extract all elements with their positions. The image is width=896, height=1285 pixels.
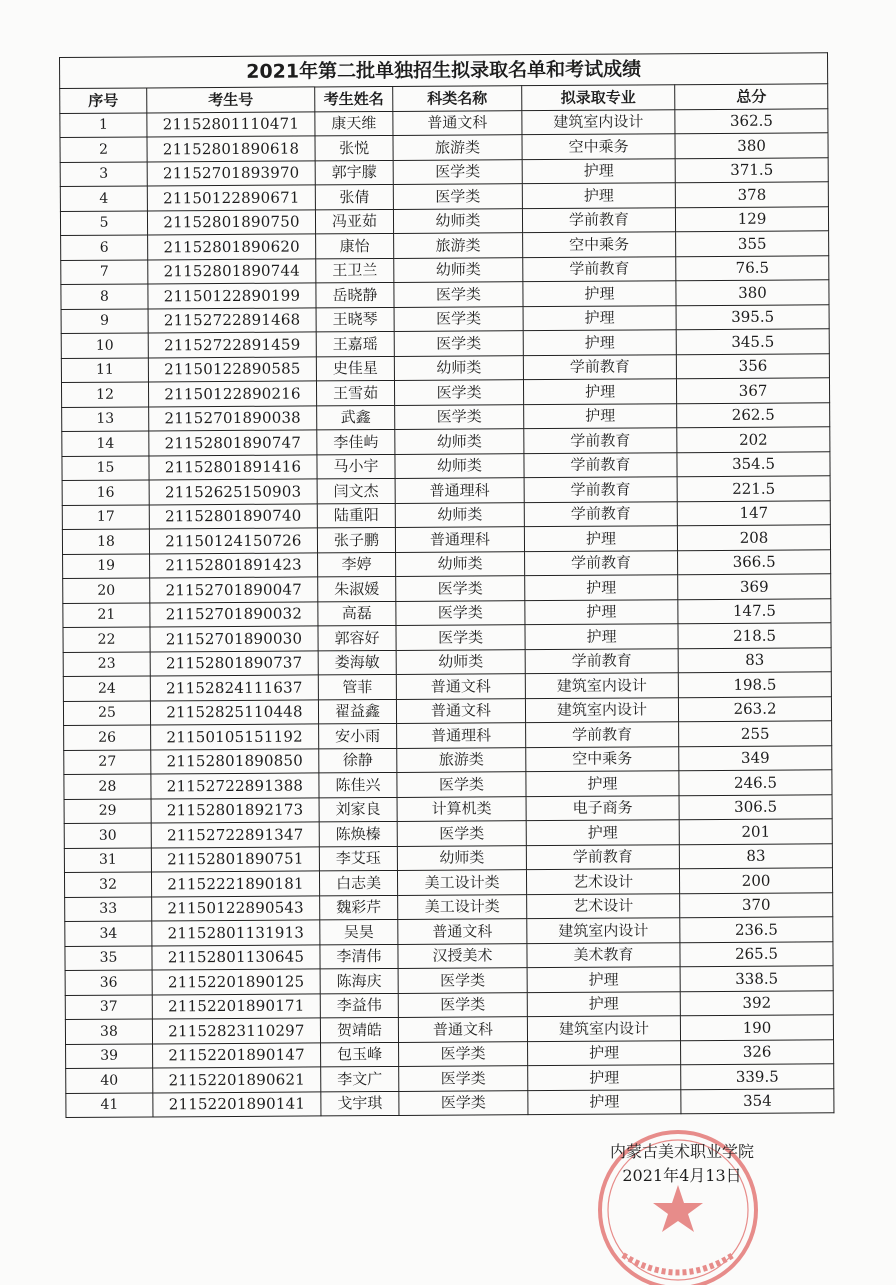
cell-total-score: 83 bbox=[679, 843, 832, 868]
cell-name: 王晓琴 bbox=[316, 307, 394, 332]
cell-total-score: 198.5 bbox=[678, 672, 831, 697]
cell-major: 学前教育 bbox=[523, 354, 676, 379]
cell-name: 陈海庆 bbox=[320, 968, 398, 993]
cell-name: 郭容好 bbox=[318, 625, 396, 650]
cell-total-score: 208 bbox=[677, 525, 830, 550]
document-footer bbox=[572, 1140, 792, 1188]
cell-total-score: 246.5 bbox=[679, 770, 832, 795]
cell-serial: 24 bbox=[63, 676, 150, 701]
cell-candidate-id: 21152801890751 bbox=[151, 846, 319, 872]
cell-total-score: 236.5 bbox=[680, 917, 833, 942]
cell-name: 李婷 bbox=[318, 552, 396, 577]
cell-major: 护理 bbox=[528, 1065, 681, 1090]
cell-total-score: 362.5 bbox=[675, 108, 828, 133]
cell-serial: 25 bbox=[63, 700, 150, 725]
cell-category: 普通文科 bbox=[396, 674, 525, 699]
cell-candidate-id: 21152801892173 bbox=[151, 797, 319, 823]
header-category: 科类名称 bbox=[393, 86, 522, 111]
cell-candidate-id: 21152801890737 bbox=[150, 650, 318, 676]
footer-date: 2021年4月13日 bbox=[622, 1166, 742, 1185]
cell-name: 刘家良 bbox=[319, 797, 397, 822]
cell-serial: 1 bbox=[60, 112, 147, 137]
cell-category: 医学类 bbox=[393, 184, 522, 209]
cell-category: 医学类 bbox=[396, 600, 525, 625]
cell-total-score: 147.5 bbox=[678, 598, 831, 623]
cell-name: 康怡 bbox=[316, 233, 394, 258]
cell-serial: 15 bbox=[62, 455, 149, 480]
cell-total-score: 356 bbox=[676, 353, 829, 378]
cell-name: 张子鹏 bbox=[317, 527, 395, 552]
cell-total-score: 83 bbox=[678, 647, 831, 672]
cell-category: 旅游类 bbox=[397, 747, 526, 772]
cell-category: 普通理科 bbox=[395, 527, 524, 552]
header-serial: 序号 bbox=[60, 88, 147, 113]
title-row bbox=[60, 53, 828, 89]
cell-category: 美工设计类 bbox=[397, 870, 526, 895]
cell-category: 幼师类 bbox=[395, 453, 524, 478]
cell-major: 护理 bbox=[524, 526, 677, 551]
cell-name: 管菲 bbox=[318, 674, 396, 699]
cell-name: 闫文杰 bbox=[317, 478, 395, 503]
cell-category: 幼师类 bbox=[393, 208, 522, 233]
cell-serial: 35 bbox=[65, 945, 152, 970]
cell-major: 学前教育 bbox=[524, 501, 677, 526]
cell-serial: 39 bbox=[66, 1043, 153, 1068]
cell-major: 护理 bbox=[523, 281, 676, 306]
cell-candidate-id: 21152823110297 bbox=[152, 1018, 320, 1044]
cell-serial: 29 bbox=[64, 798, 151, 823]
cell-total-score: 366.5 bbox=[678, 549, 831, 574]
cell-total-score: 339.5 bbox=[681, 1064, 834, 1089]
cell-serial: 12 bbox=[61, 382, 148, 407]
cell-candidate-id: 21152801890620 bbox=[148, 234, 316, 260]
cell-name: 魏彩芹 bbox=[320, 895, 398, 920]
cell-category: 旅游类 bbox=[394, 233, 523, 258]
cell-name: 李益伟 bbox=[320, 993, 398, 1018]
cell-serial: 27 bbox=[64, 749, 151, 774]
cell-total-score: 129 bbox=[675, 206, 828, 231]
cell-category: 旅游类 bbox=[393, 135, 522, 160]
cell-serial: 21 bbox=[63, 602, 150, 627]
cell-major: 护理 bbox=[527, 967, 680, 992]
cell-candidate-id: 21152801890618 bbox=[147, 136, 315, 162]
cell-category: 医学类 bbox=[394, 306, 523, 331]
cell-major: 护理 bbox=[526, 820, 679, 845]
cell-category: 普通文科 bbox=[393, 110, 522, 135]
cell-category: 普通文科 bbox=[396, 698, 525, 723]
cell-total-score: 147 bbox=[677, 500, 830, 525]
cell-candidate-id: 21152221890181 bbox=[151, 871, 319, 897]
cell-total-score: 395.5 bbox=[676, 304, 829, 329]
cell-name: 朱淑媛 bbox=[318, 576, 396, 601]
cell-category: 美工设计类 bbox=[398, 894, 527, 919]
cell-candidate-id: 21152722891347 bbox=[151, 822, 319, 848]
cell-major: 护理 bbox=[523, 305, 676, 330]
cell-serial: 4 bbox=[60, 186, 147, 211]
table-body bbox=[60, 108, 834, 1117]
cell-major: 艺术设计 bbox=[526, 869, 679, 894]
cell-serial: 5 bbox=[60, 210, 147, 235]
cell-serial: 34 bbox=[65, 921, 152, 946]
cell-candidate-id: 21152801110471 bbox=[147, 111, 315, 137]
cell-category: 医学类 bbox=[394, 282, 523, 307]
cell-name: 岳晓静 bbox=[316, 282, 394, 307]
cell-major: 学前教育 bbox=[526, 844, 679, 869]
cell-major: 护理 bbox=[525, 575, 678, 600]
cell-serial: 22 bbox=[63, 627, 150, 652]
cell-category: 幼师类 bbox=[394, 257, 523, 282]
cell-serial: 33 bbox=[65, 896, 152, 921]
cell-total-score: 355 bbox=[676, 231, 829, 256]
cell-total-score: 380 bbox=[675, 133, 828, 158]
cell-major: 学前教育 bbox=[524, 477, 677, 502]
cell-name: 张倩 bbox=[315, 184, 393, 209]
cell-name: 白志美 bbox=[319, 870, 397, 895]
cell-total-score: 380 bbox=[676, 280, 829, 305]
cell-major: 学前教育 bbox=[525, 550, 678, 575]
cell-category: 医学类 bbox=[399, 1066, 528, 1091]
admission-list-sheet bbox=[59, 52, 833, 1118]
cell-name: 陈焕榛 bbox=[319, 821, 397, 846]
cell-total-score: 201 bbox=[679, 819, 832, 844]
cell-serial: 6 bbox=[61, 235, 148, 260]
cell-major: 护理 bbox=[525, 624, 678, 649]
cell-category: 普通文科 bbox=[398, 919, 527, 944]
cell-total-score: 378 bbox=[675, 182, 828, 207]
cell-category: 医学类 bbox=[397, 821, 526, 846]
cell-total-score: 306.5 bbox=[679, 794, 832, 819]
cell-candidate-id: 21152201890141 bbox=[153, 1091, 321, 1117]
cell-category: 医学类 bbox=[397, 772, 526, 797]
cell-candidate-id: 21152722891388 bbox=[151, 773, 319, 799]
cell-candidate-id: 21150122890543 bbox=[152, 895, 320, 921]
cell-category: 普通理科 bbox=[395, 478, 524, 503]
cell-candidate-id: 21152701890032 bbox=[150, 601, 318, 627]
cell-name: 张悦 bbox=[315, 135, 393, 160]
cell-serial: 30 bbox=[64, 823, 151, 848]
cell-name: 冯亚茹 bbox=[315, 209, 393, 234]
cell-total-score: 370 bbox=[680, 892, 833, 917]
cell-candidate-id: 21152824111637 bbox=[150, 675, 318, 701]
cell-candidate-id: 21152701893970 bbox=[147, 160, 315, 186]
cell-serial: 3 bbox=[60, 161, 147, 186]
cell-name: 王雪茹 bbox=[316, 380, 394, 405]
cell-major: 电子商务 bbox=[526, 795, 679, 820]
cell-major: 建筑室内设计 bbox=[522, 109, 675, 134]
cell-name: 吴昊 bbox=[320, 919, 398, 944]
cell-major: 学前教育 bbox=[524, 452, 677, 477]
cell-candidate-id: 21152801890747 bbox=[149, 430, 317, 456]
cell-category: 医学类 bbox=[398, 992, 527, 1017]
cell-candidate-id: 21150122890199 bbox=[148, 283, 316, 309]
cell-total-score: 265.5 bbox=[680, 941, 833, 966]
cell-serial: 7 bbox=[61, 259, 148, 284]
cell-major: 艺术设计 bbox=[527, 893, 680, 918]
cell-name: 王嘉瑶 bbox=[316, 331, 394, 356]
cell-major: 学前教育 bbox=[525, 648, 678, 673]
cell-major: 学前教育 bbox=[523, 256, 676, 281]
cell-total-score: 255 bbox=[679, 721, 832, 746]
admission-table bbox=[59, 52, 835, 1118]
cell-name: 陈佳兴 bbox=[319, 772, 397, 797]
cell-serial: 8 bbox=[61, 284, 148, 309]
cell-major: 护理 bbox=[522, 183, 675, 208]
cell-candidate-id: 21152722891459 bbox=[148, 332, 316, 358]
cell-candidate-id: 21152201890621 bbox=[153, 1067, 321, 1093]
header-total-score: 总分 bbox=[675, 84, 828, 109]
cell-category: 医学类 bbox=[399, 1090, 528, 1115]
cell-serial: 20 bbox=[63, 578, 150, 603]
cell-candidate-id: 21152801130645 bbox=[152, 944, 320, 970]
cell-major: 建筑室内设计 bbox=[525, 673, 678, 698]
cell-major: 护理 bbox=[523, 330, 676, 355]
cell-major: 建筑室内设计 bbox=[527, 1016, 680, 1041]
cell-category: 医学类 bbox=[398, 968, 527, 993]
cell-major: 护理 bbox=[526, 771, 679, 796]
cell-candidate-id: 21152801890750 bbox=[147, 209, 315, 235]
cell-name: 李艾珏 bbox=[319, 846, 397, 871]
cell-serial: 23 bbox=[63, 651, 150, 676]
cell-candidate-id: 21152801891416 bbox=[149, 454, 317, 480]
table-row bbox=[66, 1088, 834, 1117]
cell-serial: 18 bbox=[62, 529, 149, 554]
cell-total-score: 202 bbox=[677, 427, 830, 452]
cell-major: 学前教育 bbox=[526, 722, 679, 747]
cell-category: 医学类 bbox=[396, 625, 525, 650]
cell-total-score: 349 bbox=[679, 745, 832, 770]
cell-candidate-id: 21152825110448 bbox=[150, 699, 318, 725]
cell-serial: 37 bbox=[65, 994, 152, 1019]
cell-major: 建筑室内设计 bbox=[525, 697, 678, 722]
cell-category: 幼师类 bbox=[394, 355, 523, 380]
cell-serial: 9 bbox=[61, 308, 148, 333]
cell-total-score: 345.5 bbox=[676, 329, 829, 354]
cell-name: 高磊 bbox=[318, 601, 396, 626]
cell-total-score: 76.5 bbox=[676, 255, 829, 280]
cell-serial: 2 bbox=[60, 137, 147, 162]
cell-candidate-id: 21150122890585 bbox=[148, 356, 316, 382]
cell-total-score: 371.5 bbox=[675, 157, 828, 182]
cell-total-score: 367 bbox=[676, 378, 829, 403]
cell-major: 护理 bbox=[523, 379, 676, 404]
cell-category: 幼师类 bbox=[395, 429, 524, 454]
cell-serial: 41 bbox=[66, 1092, 153, 1117]
cell-name: 贺靖皓 bbox=[320, 1017, 398, 1042]
cell-total-score: 354 bbox=[681, 1088, 834, 1113]
cell-major: 美术教育 bbox=[527, 942, 680, 967]
cell-candidate-id: 21152801890850 bbox=[151, 748, 319, 774]
cell-name: 徐静 bbox=[319, 748, 397, 773]
cell-candidate-id: 21152801890744 bbox=[148, 258, 316, 284]
cell-major: 护理 bbox=[525, 599, 678, 624]
cell-serial: 40 bbox=[66, 1068, 153, 1093]
cell-serial: 19 bbox=[63, 553, 150, 578]
cell-category: 幼师类 bbox=[395, 502, 524, 527]
cell-serial: 38 bbox=[65, 1019, 152, 1044]
header-name: 考生姓名 bbox=[315, 86, 393, 111]
cell-total-score: 392 bbox=[680, 990, 833, 1015]
cell-major: 护理 bbox=[527, 991, 680, 1016]
cell-total-score: 326 bbox=[681, 1039, 834, 1064]
cell-category: 幼师类 bbox=[396, 551, 525, 576]
cell-category: 医学类 bbox=[395, 404, 524, 429]
cell-serial: 28 bbox=[64, 774, 151, 799]
cell-serial: 10 bbox=[61, 333, 148, 358]
cell-category: 汉授美术 bbox=[398, 943, 527, 968]
cell-serial: 14 bbox=[62, 431, 149, 456]
cell-candidate-id: 21152801131913 bbox=[152, 920, 320, 946]
cell-serial: 17 bbox=[62, 504, 149, 529]
cell-major: 护理 bbox=[524, 403, 677, 428]
cell-candidate-id: 21152801891423 bbox=[150, 552, 318, 578]
cell-major: 空中乘务 bbox=[526, 746, 679, 771]
cell-candidate-id: 21150122890216 bbox=[148, 381, 316, 407]
cell-total-score: 263.2 bbox=[678, 696, 831, 721]
cell-total-score: 190 bbox=[680, 1015, 833, 1040]
cell-major: 护理 bbox=[528, 1089, 681, 1114]
table-title: 2021年第二批单独招生拟录取名单和考试成绩 bbox=[60, 53, 828, 89]
cell-serial: 32 bbox=[64, 872, 151, 897]
cell-candidate-id: 21152201890171 bbox=[152, 993, 320, 1019]
cell-candidate-id: 21152201890125 bbox=[152, 969, 320, 995]
cell-name: 郭宇朦 bbox=[315, 160, 393, 185]
cell-name: 王卫兰 bbox=[316, 258, 394, 283]
cell-total-score: 218.5 bbox=[678, 623, 831, 648]
cell-name: 李文广 bbox=[321, 1066, 399, 1091]
cell-total-score: 221.5 bbox=[677, 476, 830, 501]
cell-total-score: 338.5 bbox=[680, 966, 833, 991]
cell-candidate-id: 21152701890047 bbox=[150, 577, 318, 603]
cell-major: 学前教育 bbox=[522, 207, 675, 232]
cell-name: 康天维 bbox=[315, 111, 393, 136]
cell-category: 幼师类 bbox=[397, 845, 526, 870]
cell-candidate-id: 21150105151192 bbox=[151, 724, 319, 750]
cell-total-score: 262.5 bbox=[677, 402, 830, 427]
cell-candidate-id: 21152201890147 bbox=[153, 1042, 321, 1068]
cell-candidate-id: 21152625150903 bbox=[149, 479, 317, 505]
cell-major: 空中乘务 bbox=[522, 134, 675, 159]
cell-major: 护理 bbox=[522, 158, 675, 183]
cell-name: 戈宇琪 bbox=[321, 1091, 399, 1116]
cell-serial: 13 bbox=[62, 406, 149, 431]
cell-serial: 16 bbox=[62, 480, 149, 505]
cell-serial: 31 bbox=[64, 847, 151, 872]
cell-candidate-id: 21150124150726 bbox=[149, 528, 317, 554]
cell-category: 普通理科 bbox=[397, 723, 526, 748]
cell-serial: 26 bbox=[64, 725, 151, 750]
header-major: 拟录取专业 bbox=[522, 85, 675, 110]
cell-candidate-id: 21152722891468 bbox=[148, 307, 316, 333]
cell-total-score: 369 bbox=[678, 574, 831, 599]
cell-category: 医学类 bbox=[399, 1041, 528, 1066]
cell-name: 陆重阳 bbox=[317, 503, 395, 528]
cell-candidate-id: 21152701890030 bbox=[150, 626, 318, 652]
cell-total-score: 354.5 bbox=[677, 451, 830, 476]
cell-major: 护理 bbox=[528, 1040, 681, 1065]
cell-candidate-id: 21152801890740 bbox=[149, 503, 317, 529]
cell-category: 普通文科 bbox=[398, 1017, 527, 1042]
cell-name: 娄海敏 bbox=[318, 650, 396, 675]
cell-name: 包玉峰 bbox=[321, 1042, 399, 1067]
cell-category: 医学类 bbox=[396, 576, 525, 601]
cell-category: 计算机类 bbox=[397, 796, 526, 821]
cell-name: 李清伟 bbox=[320, 944, 398, 969]
cell-category: 医学类 bbox=[394, 331, 523, 356]
footer-institution: 内蒙古美术职业学院 bbox=[609, 1142, 754, 1161]
cell-category: 医学类 bbox=[393, 159, 522, 184]
cell-name: 翟益鑫 bbox=[318, 699, 396, 724]
cell-total-score: 200 bbox=[679, 868, 832, 893]
header-candidate-id: 考生号 bbox=[147, 87, 315, 113]
cell-major: 学前教育 bbox=[524, 428, 677, 453]
cell-candidate-id: 21150122890671 bbox=[147, 185, 315, 211]
cell-serial: 11 bbox=[61, 357, 148, 382]
cell-name: 武鑫 bbox=[317, 405, 395, 430]
cell-name: 马小宇 bbox=[317, 454, 395, 479]
cell-category: 医学类 bbox=[394, 380, 523, 405]
cell-candidate-id: 21152701890038 bbox=[149, 405, 317, 431]
cell-category: 幼师类 bbox=[396, 649, 525, 674]
cell-name: 安小雨 bbox=[319, 723, 397, 748]
cell-serial: 36 bbox=[65, 970, 152, 995]
cell-major: 建筑室内设计 bbox=[527, 918, 680, 943]
cell-major: 空中乘务 bbox=[523, 232, 676, 257]
cell-name: 李佳屿 bbox=[317, 429, 395, 454]
cell-name: 史佳星 bbox=[316, 356, 394, 381]
